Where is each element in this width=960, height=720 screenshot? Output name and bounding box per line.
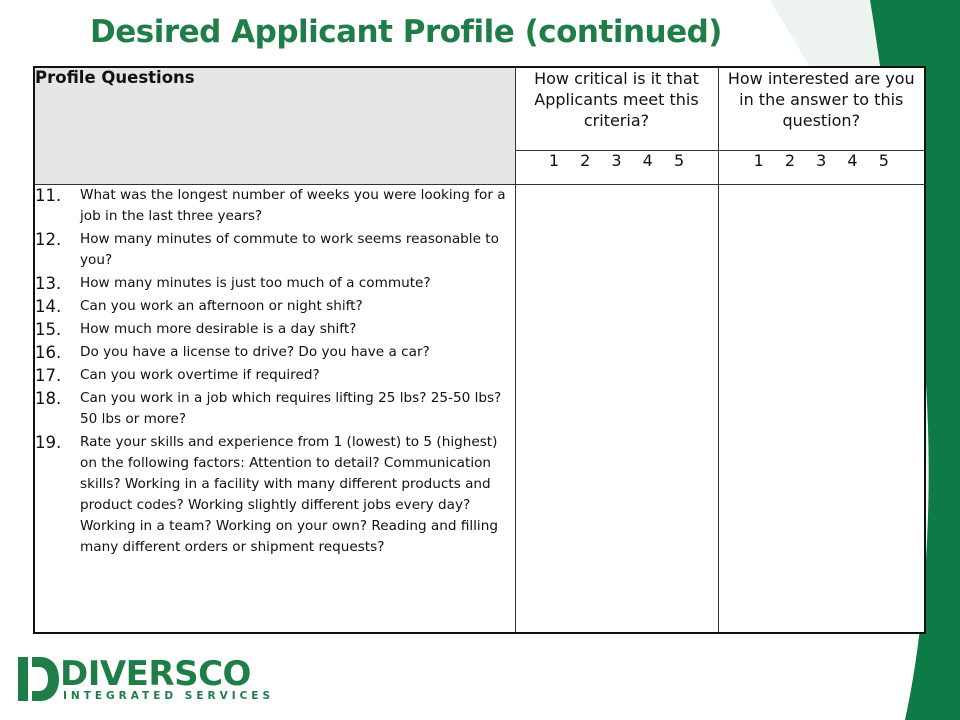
- question-number: 12.: [35, 230, 62, 249]
- list-item: [35, 319, 515, 340]
- table-body-row: [34, 185, 925, 634]
- question-number: 11.: [35, 186, 62, 205]
- critical-rating-cell[interactable]: [515, 185, 718, 634]
- question-text: Rate your skills and experience from 1 (lowest) to 5 (highest) on the following factors: Attention to detail? Communication skills? Working in a facility with many different products and product codes? Working slightly different jobs every day? Working in a team? Working on your own? Reading and filling many different orders or shipment requests?: [80, 434, 498, 555]
- list-item: [35, 273, 515, 294]
- logo-tagline: INTEGRATED SERVICES: [63, 690, 275, 702]
- header-profile-questions: Profile Questions: [34, 67, 515, 185]
- diversco-logo-mark: [18, 655, 60, 703]
- question-list: [35, 185, 515, 558]
- slide-title: Desired Applicant Profile (continued): [90, 14, 722, 50]
- list-item: [35, 229, 515, 271]
- list-item: [35, 185, 515, 227]
- scale-interest: 1 2 3 4 5: [718, 151, 925, 185]
- question-number: 14.: [35, 297, 62, 316]
- profile-table: [33, 66, 926, 634]
- question-number: 15.: [35, 320, 62, 339]
- question-text: Can you work overtime if required?: [80, 367, 320, 383]
- question-number: 16.: [35, 343, 62, 362]
- question-text: Do you have a license to drive? Do you have a car?: [80, 344, 430, 360]
- question-number: 13.: [35, 274, 62, 293]
- question-text: Can you work in a job which requires lifting 25 lbs? 25-50 lbs? 50 lbs or more?: [80, 390, 502, 427]
- header-critical: How critical is it that Applicants meet this criteria?: [515, 67, 718, 151]
- scale-critical: 1 2 3 4 5: [515, 151, 718, 185]
- question-text: How many minutes of commute to work seems reasonable to you?: [80, 231, 499, 268]
- list-item: [35, 432, 515, 558]
- question-number: 17.: [35, 366, 62, 385]
- interest-rating-cell[interactable]: [718, 185, 925, 634]
- list-item: [35, 365, 515, 386]
- question-text: How many minutes is just too much of a commute?: [80, 275, 431, 291]
- question-number: 19.: [35, 433, 62, 452]
- questions-cell: [34, 185, 515, 634]
- question-text: How much more desirable is a day shift?: [80, 321, 357, 337]
- list-item: [35, 296, 515, 317]
- header-interest: How interested are you in the answer to this question?: [718, 67, 925, 151]
- table-header-row: [34, 67, 925, 151]
- logo-wordmark: DIVERSCO: [60, 654, 251, 694]
- list-item: [35, 342, 515, 363]
- question-text: What was the longest number of weeks you were looking for a job in the last three years?: [80, 187, 506, 224]
- question-number: 18.: [35, 389, 62, 408]
- list-item: [35, 388, 515, 430]
- question-text: Can you work an afternoon or night shift?: [80, 298, 363, 314]
